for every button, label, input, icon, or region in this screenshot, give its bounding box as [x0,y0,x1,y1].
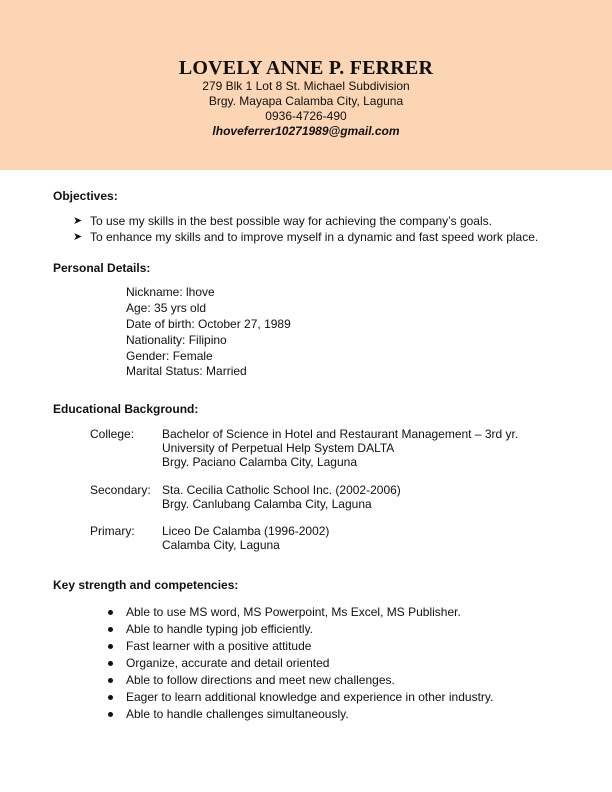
education-title: Educational Background: [53,402,199,416]
secondary-line: Brgy. Canlubang Calamba City, Laguna [162,497,372,511]
primary-line: Calamba City, Laguna [162,538,280,552]
strengths-title: Key strength and competencies: [53,578,239,592]
bullet-dot-icon [108,627,113,632]
objectives-title: Objectives: [53,189,118,203]
objective-item: To enhance my skills and to improve myself in a dynamic and fast speed work place. [90,230,539,244]
strength-item: Fast learner with a positive attitude [126,639,312,653]
secondary-line: Sta. Cecilia Catholic School Inc. (2002-2006) [162,483,401,497]
arrow-bullet-icon: ➤ [73,231,83,243]
personal-detail: Date of birth: October 27, 1989 [126,317,291,331]
college-line: University of Perpetual Help System DALTA [162,441,395,455]
college-line: Brgy. Paciano Calamba City, Laguna [162,455,357,469]
college-label: College: [90,427,135,441]
bullet-dot-icon [108,678,113,683]
personal-detail: Marital Status: Married [126,364,247,378]
objective-item: To use my skills in the best possible way for achieving the company’s goals. [90,214,492,228]
personal-detail: Gender: Female [126,349,213,363]
bullet-dot-icon [108,610,113,615]
bullet-dot-icon [108,712,113,717]
address-line-2: Brgy. Mayapa Calamba City, Laguna [208,94,404,108]
strength-item: Able to handle typing job efficiently. [126,622,314,636]
primary-label: Primary: [90,524,135,538]
strength-item: Organize, accurate and detail oriented [126,656,330,670]
resume-header [0,0,612,170]
secondary-label: Secondary: [90,483,151,497]
personal-detail: Nickname: lhove [126,285,215,299]
arrow-bullet-icon: ➤ [73,215,83,227]
strength-item: Able to handle challenges simultaneously. [126,707,349,721]
applicant-name: LOVELY ANNE P. FERRER [178,57,434,79]
bullet-dot-icon [108,661,113,666]
primary-line: Liceo De Calamba (1996-2002) [162,524,330,538]
phone-number: 0936-4726-490 [265,109,347,123]
personal-detail: Nationality: Filipino [126,333,227,347]
strength-item: Eager to learn additional knowledge and experience in other industry. [126,690,494,704]
college-line: Bachelor of Science in Hotel and Restaurant Management – 3rd yr. [162,427,519,441]
bullet-dot-icon [108,695,113,700]
strength-item: Able to use MS word, MS Powerpoint, Ms Excel, MS Publisher. [126,605,461,619]
personal-detail: Age: 35 yrs old [126,301,207,315]
address-line-1: 279 Blk 1 Lot 8 St. Michael Subdivision [202,79,410,93]
bullet-dot-icon [108,644,113,649]
email-address[interactable]: lhoveferrer10271989@gmail.com [212,124,400,138]
strength-item: Able to follow directions and meet new challenges. [126,673,395,687]
personal-details-title: Personal Details: [53,261,151,275]
